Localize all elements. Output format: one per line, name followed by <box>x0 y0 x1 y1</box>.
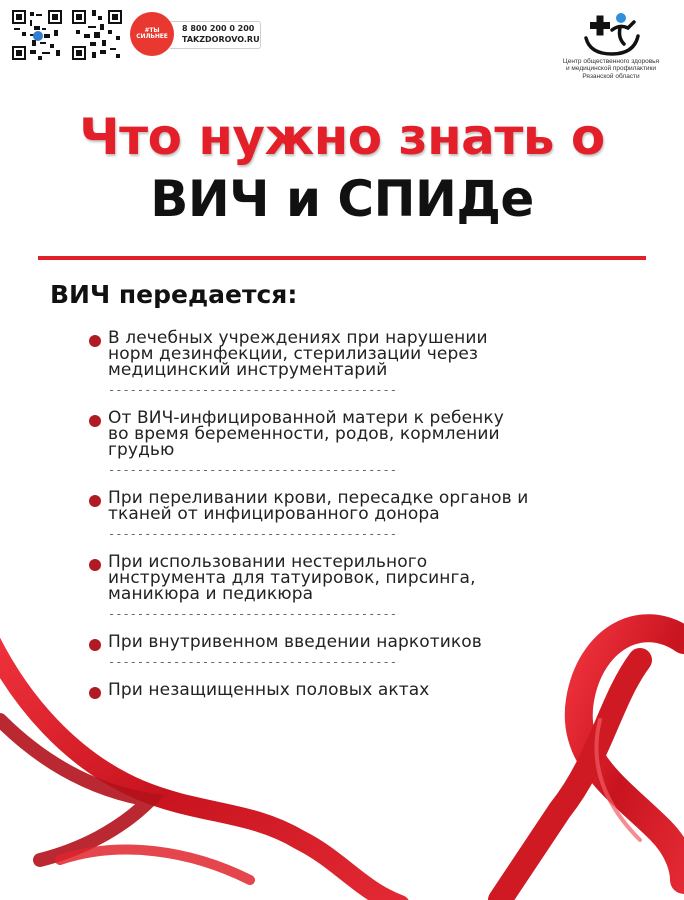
list-item <box>88 330 618 396</box>
page-title-line-1: Что нужно знать о <box>79 108 605 166</box>
bullet-icon <box>89 335 101 347</box>
campaign-badge: #ТЫ СИЛЬНЕЕ <box>130 12 174 56</box>
dashed-separator: ---------------------------------------- <box>108 464 397 476</box>
list-item-text: При незащищенных половых актах <box>108 680 430 700</box>
transmission-list <box>88 330 618 698</box>
list-item-text: От ВИЧ-инфицированной матери к ребенку во время беременности, родов, кормлении грудью <box>108 408 504 460</box>
organization-name <box>556 58 666 80</box>
bullet-icon <box>89 495 101 507</box>
organization-name-line: Центр общественного здоровья <box>562 58 660 65</box>
dashed-separator: ---------------------------------------- <box>108 608 397 620</box>
dashed-separator: ---------------------------------------- <box>108 656 397 668</box>
dashed-separator: ---------------------------------------- <box>108 528 397 540</box>
list-item <box>88 682 618 698</box>
list-item-text: При использовании нестерильного инструмента для татуировок, пирсинга, маникюра и педикюра <box>108 552 476 604</box>
section-heading: ВИЧ передается: <box>50 280 298 309</box>
medical-cross-figure-icon <box>576 8 646 56</box>
title-divider <box>38 256 646 260</box>
website-link[interactable]: TAKZDOROVO.RU <box>182 35 260 44</box>
list-item <box>88 410 618 476</box>
campaign-contacts <box>170 21 261 49</box>
dashed-separator: ---------------------------------------- <box>108 384 397 396</box>
page-title-line-2: ВИЧ и СПИДе <box>150 170 534 228</box>
list-item <box>88 554 618 620</box>
organization-name-line: и медицинской профилактики <box>565 65 657 73</box>
organization-name-line: Рязанской области <box>582 72 640 80</box>
bullet-icon <box>89 415 101 427</box>
list-item-text: В лечебных учреждениях при нарушении норм дезинфекции, стерилизации через медицинский инструментарий <box>108 328 488 380</box>
qr-code-icon[interactable] <box>72 10 122 60</box>
qr-code-icon[interactable] <box>12 10 62 60</box>
list-item <box>88 490 618 540</box>
campaign-logo <box>130 12 260 56</box>
bullet-icon <box>89 687 101 699</box>
organization-logo <box>556 8 666 80</box>
hotline-phone: 8 800 200 0 200 <box>182 24 255 33</box>
list-item-text: При внутривенном введении наркотиков <box>108 632 482 652</box>
list-item-text: При переливании крови, пересадке органов и тканей от инфицированного донора <box>108 488 529 524</box>
bullet-icon <box>89 559 101 571</box>
list-item <box>88 634 618 668</box>
bullet-icon <box>89 639 101 651</box>
